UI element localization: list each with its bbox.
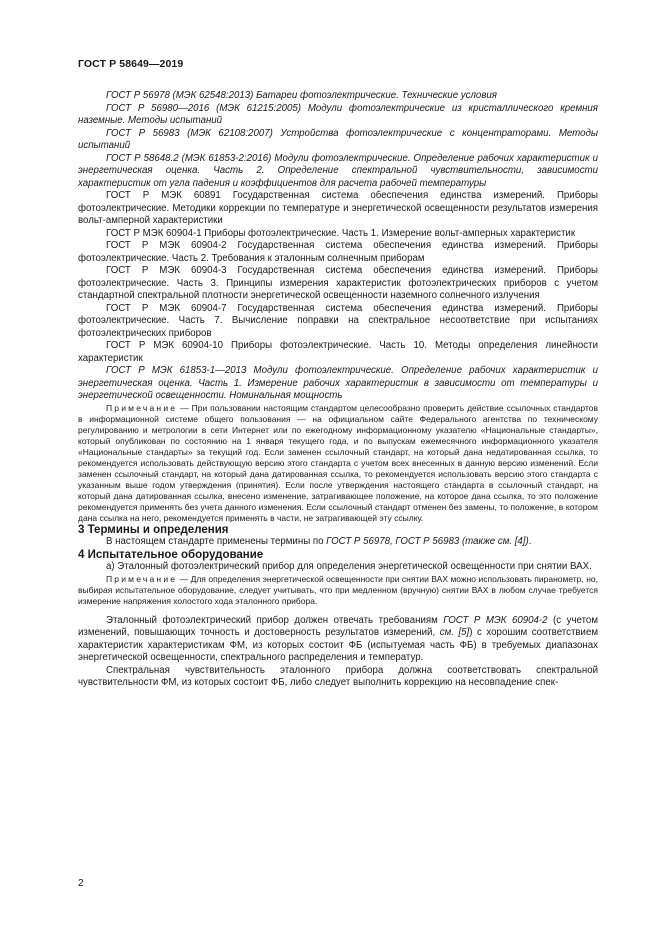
section-4-note-text: — Для определения энергетической освещенности при снятии ВАХ можно использовать пиранометр, но, выбирая испытательное оборудование, следует учитывать, что при медленном (вручную) снятии ВАХ в любом случае требуется измерение напряжения холостого хода эталонного прибора. bbox=[78, 573, 598, 606]
section-3-text bbox=[78, 536, 598, 549]
section-4-note-label: Примечание bbox=[106, 573, 178, 584]
note-label: Примечание bbox=[106, 402, 178, 413]
section-4-paragraph-1 bbox=[78, 615, 598, 665]
reference-item: ГОСТ Р 58648.2 (МЭК 61853-2:2016) Модули фотоэлектрические. Определение рабочих характеристик и энергетическая оценка. Часть 2. Определение спектральной чувствительности, зависимости характеристик от угла падения и коэффициентов для расчета рабочей температуры bbox=[78, 152, 598, 189]
document-body bbox=[78, 88, 598, 690]
p1-part-d: см. [5] bbox=[439, 627, 470, 638]
p1-part-a: Эталонный фотоэлектрический прибор должен отвечать требованиям bbox=[106, 614, 444, 626]
section-3-text-start: В настоящем стандарте применены термины по bbox=[106, 536, 327, 547]
reference-item: ГОСТ Р МЭК 60904-7 Государственная система обеспечения единства измерений. Приборы фотоэлектрические. Часть 7. Вычисление поправки на спектральное несоответствие при испытаниях фотоэлектрических приборов bbox=[78, 302, 598, 339]
p1-part-e: ) с хорошим соответствием характеристик характеристикам ФМ, из которых состоит ФБ (испытуемая часть ФБ) в требуемых диапазонах энергетической освещенности, спектрального распределения и температур. bbox=[78, 627, 599, 663]
reference-item: ГОСТ Р МЭК 60904-10 Приборы фотоэлектрические. Часть 10. Методы определения линейности характеристик bbox=[78, 340, 598, 364]
section-3-heading: 3 Термины и определения bbox=[78, 523, 229, 536]
section-3-text-refs: ГОСТ Р 56978, ГОСТ Р 56983 (также см. [4]) bbox=[326, 536, 529, 547]
section-4-item-a: а) Эталонный фотоэлектрический прибор для определения энергетической освещенности при снятии ВАХ. bbox=[106, 561, 592, 572]
note-text: — При пользовании настоящим стандартом целесообразно проверить действие ссылочных стандартов в информационной системе общего пользования — на официальном сайте Федерального агентства по техническому регулированию и метрологии в сети Интернет или по ежегодному информационному указателю «Национальные стандарты», который опубликован по состоянию на 1 января текущего года, и по выпускам ежемесячного информационного указателя «Национальные стандарты» за текущий год. Если заменен ссылочный стандарт, на который дана недатированная ссылка, то рекомендуется использовать действующую версию этого стандарта с учетом всех внесенных в данную версию изменений. Если заменен ссылочный стандарт, на который дана датированная ссылка, то рекомендуется использовать версию этого стандарта с указанным выше годом утверждения (принятия). Если после утверждения настоящего стандарта в ссылочный стандарт, на который дана датированная ссылка, внесено изменение, затрагивающее положение, на которое дана ссылка, то это положение рекомендуется применять без учета данного изменения. Если ссылочный стандарт отменен без замены, то положение, в котором дана ссылка на него, рекомендуется применять в части, не затрагивающей эту ссылку. bbox=[78, 402, 598, 523]
reference-item: ГОСТ Р МЭК 60904-3 Государственная система обеспечения единства измерений. Приборы фотоэлектрические. Часть 3. Принципы измерения характеристик фотоэлектрических приборов с учетом стандартной спектральной плотности энергетической освещенности наземного солнечного излучения bbox=[78, 265, 598, 301]
normative-references-list bbox=[78, 90, 598, 403]
document-header: ГОСТ Р 58649—2019 bbox=[78, 58, 184, 70]
reference-item: ГОСТ Р 56983 (МЭК 62108:2007) Устройства фотоэлектрические с концентраторами. Методы испытаний bbox=[78, 127, 598, 151]
reference-item: ГОСТ Р 56980—2016 (МЭК 61215:2005) Модули фотоэлектрические из кристаллического кремния наземные. Методы испытаний bbox=[78, 102, 598, 126]
reference-item: ГОСТ Р МЭК 60891 Государственная система обеспечения единства измерений. Приборы фотоэлектрические. Методики коррекции по температуре и энергетической освещенности результатов измерения вольт-амперной характеристики bbox=[78, 190, 598, 226]
reference-item: ГОСТ Р МЭК 60904-2 Государственная система обеспечения единства измерений. Приборы фотоэлектрические. Часть 2. Требования к эталонным солнечным приборам bbox=[78, 240, 598, 264]
page-number: 2 bbox=[78, 878, 84, 889]
reference-item: ГОСТ Р МЭК 61853-1—2013 Модули фотоэлектрические. Определение рабочих характеристик и энергетическая оценка. Часть 1. Измерение рабочих характеристик в зависимости от температуры и энергетической освещенности. Номинальная мощность bbox=[78, 365, 598, 401]
section-3-text-end: . bbox=[528, 536, 532, 547]
section-4-paragraph-2: Спектральная чувствительность эталонного прибора должна соответствовать спектральной чувствительности ФМ, из которых состоит ФБ, либо следует выполнить коррекцию на несовпадение спек- bbox=[78, 664, 598, 688]
p1-part-c: (с учетом изменений, повышающих точность и достоверность результатов измерений, bbox=[78, 614, 598, 638]
section-4-heading: 4 Испытательное оборудование bbox=[78, 548, 264, 561]
section-4-note bbox=[78, 574, 598, 607]
reference-item: ГОСТ Р МЭК 60904-1 Приборы фотоэлектрические. Часть 1. Измерение вольт-амперных характеристик bbox=[106, 227, 576, 239]
reference-item: ГОСТ Р 56978 (МЭК 62548:2013) Батареи фотоэлектрические. Технические условия bbox=[106, 90, 497, 101]
note-paragraph bbox=[78, 403, 598, 524]
p1-part-b: ГОСТ Р МЭК 60904-2 bbox=[443, 614, 548, 626]
